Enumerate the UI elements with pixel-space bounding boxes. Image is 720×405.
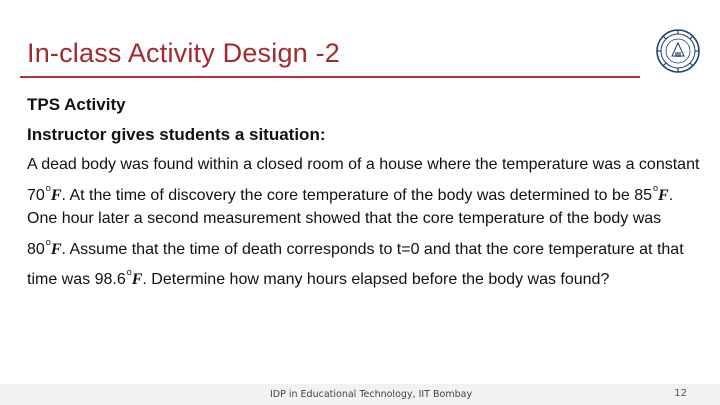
problem-text-5: . Determine how many hours elapsed before the body was found? (142, 271, 610, 289)
problem-text-3: . One hour later a second measurement showed that the core temperature of the body was 80 (27, 186, 674, 258)
unit-fahrenheit: F (50, 240, 62, 258)
iit-bombay-logo-icon (655, 28, 701, 74)
unit-fahrenheit: F (131, 271, 143, 289)
degree-symbol: o (45, 236, 51, 247)
footer-text: IDP in Educational Technology, IIT Bombay (270, 389, 473, 400)
degree-symbol: o (45, 182, 51, 193)
problem-statement (27, 153, 702, 292)
slide-body (27, 93, 702, 292)
title-underline (20, 76, 640, 78)
degree-symbol: o (126, 267, 132, 278)
slide-title: In-class Activity Design -2 (27, 38, 340, 68)
page-number: 12 (674, 388, 687, 399)
problem-text-1: A dead body was found within a closed room of a house where the temperature was a constant 70 (27, 156, 700, 204)
problem-text-4: . Assume that the time of death corresponds to t=0 and that the core temperature at that time was 98.6 (27, 240, 684, 289)
unit-fahrenheit: F (50, 186, 62, 204)
degree-symbol: o (653, 182, 659, 193)
unit-fahrenheit: F (658, 186, 669, 204)
instruction-heading: Instructor gives students a situation: (27, 125, 326, 144)
activity-heading: TPS Activity (27, 95, 126, 114)
problem-text-2: . At the time of discovery the core temperature of the body was determined to be 85 (61, 186, 653, 204)
